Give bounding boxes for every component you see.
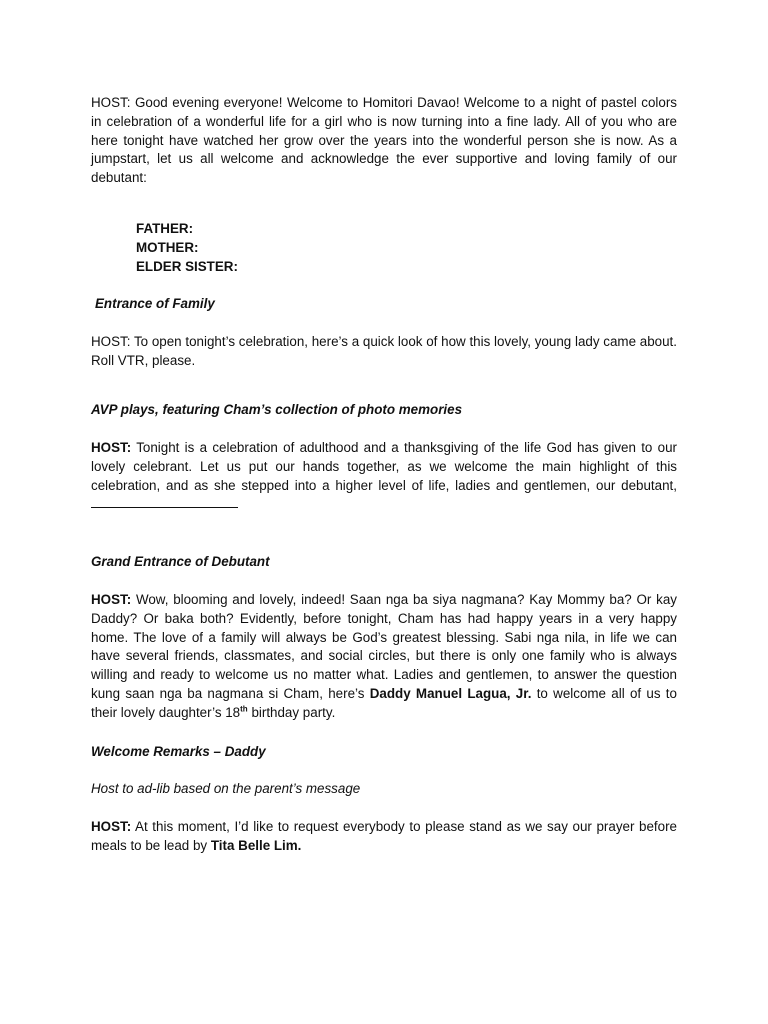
host-label: HOST: [91, 95, 131, 110]
host-paragraph-vtr [91, 333, 677, 371]
paragraph-text: Wow, blooming and lovely, indeed! Saan nga ba siya nagmana? Kay Mommy ba? Or kay Daddy? Or baka both? Evidently, before tonight, Cham has had happy years in a very happy home. The love of a family will always be God’s greatest blessing. Sabi nga nila, in life we can have several friends, classmates, and social circles, but there is only one family who is always willing and ready to welcome us no matter what. Ladies and gentlemen, to answer the question kung saan nga ba nagmana si Cham, here’s [91, 592, 677, 701]
role-father: FATHER: [136, 221, 194, 236]
paragraph-text: Tonight is a celebration of adulthood and a thanksgiving of the life God has given to our lovely celebrant. Let us put our hands together, as we welcome the main highlight of this celebration, and as she stepped into a higher level of life, ladies and gentlemen, our debutant, [91, 440, 678, 493]
role-mother: MOTHER: [136, 239, 199, 255]
cue-entrance-of-family: Entrance of Family [95, 296, 215, 311]
host-label: HOST: [91, 440, 132, 455]
host-label: HOST: [91, 819, 132, 834]
cue-host-adlib: Host to ad-lib based on the parent’s message [91, 781, 361, 796]
family-roles-list [136, 220, 436, 276]
paragraph-text-cont: to welcome all of us to their lovely daughter’s 18 [91, 685, 677, 720]
cue-avp-plays: AVP plays, featuring Cham’s collection of photo memories [91, 402, 463, 417]
host-paragraph-welcome [91, 94, 677, 188]
host-paragraph-debutant [91, 439, 677, 514]
host-paragraph-prayer [91, 818, 677, 856]
paragraph-text: To open tonight’s celebration, here’s a quick look of how this lovely, young lady came about. Roll VTR, please. [91, 334, 678, 368]
paragraph-text: Good evening everyone! Welcome to Homitori Davao! Welcome to a night of pastel colors in celebration of a wonderful life for a girl who is now turning into a fine lady. All of you who are here tonight have watched her grow over the years into the wonderful person she is now. As a jumpstart, let us all welcome and acknowledge the ever supportive and loving family of our debutant: [91, 95, 677, 186]
cue-grand-entrance: Grand Entrance of Debutant [91, 554, 270, 569]
debutant-name-blank [91, 496, 238, 508]
role-elder-sister: ELDER SISTER: [136, 258, 238, 274]
ordinal-suffix: th [240, 704, 248, 714]
cue-welcome-remarks: Welcome Remarks – Daddy [91, 744, 266, 759]
host-label: HOST: [91, 592, 132, 607]
daddy-name: Daddy Manuel Lagua, Jr. [369, 685, 532, 701]
host-paragraph-family [91, 591, 677, 723]
paragraph-text: At this moment, I’d like to request everybody to please stand as we say our prayer before meals to be lead by [91, 819, 677, 853]
host-label: HOST: [91, 334, 131, 349]
tita-name: Tita Belle Lim. [210, 837, 302, 853]
paragraph-text-end: birthday party. [251, 704, 336, 720]
